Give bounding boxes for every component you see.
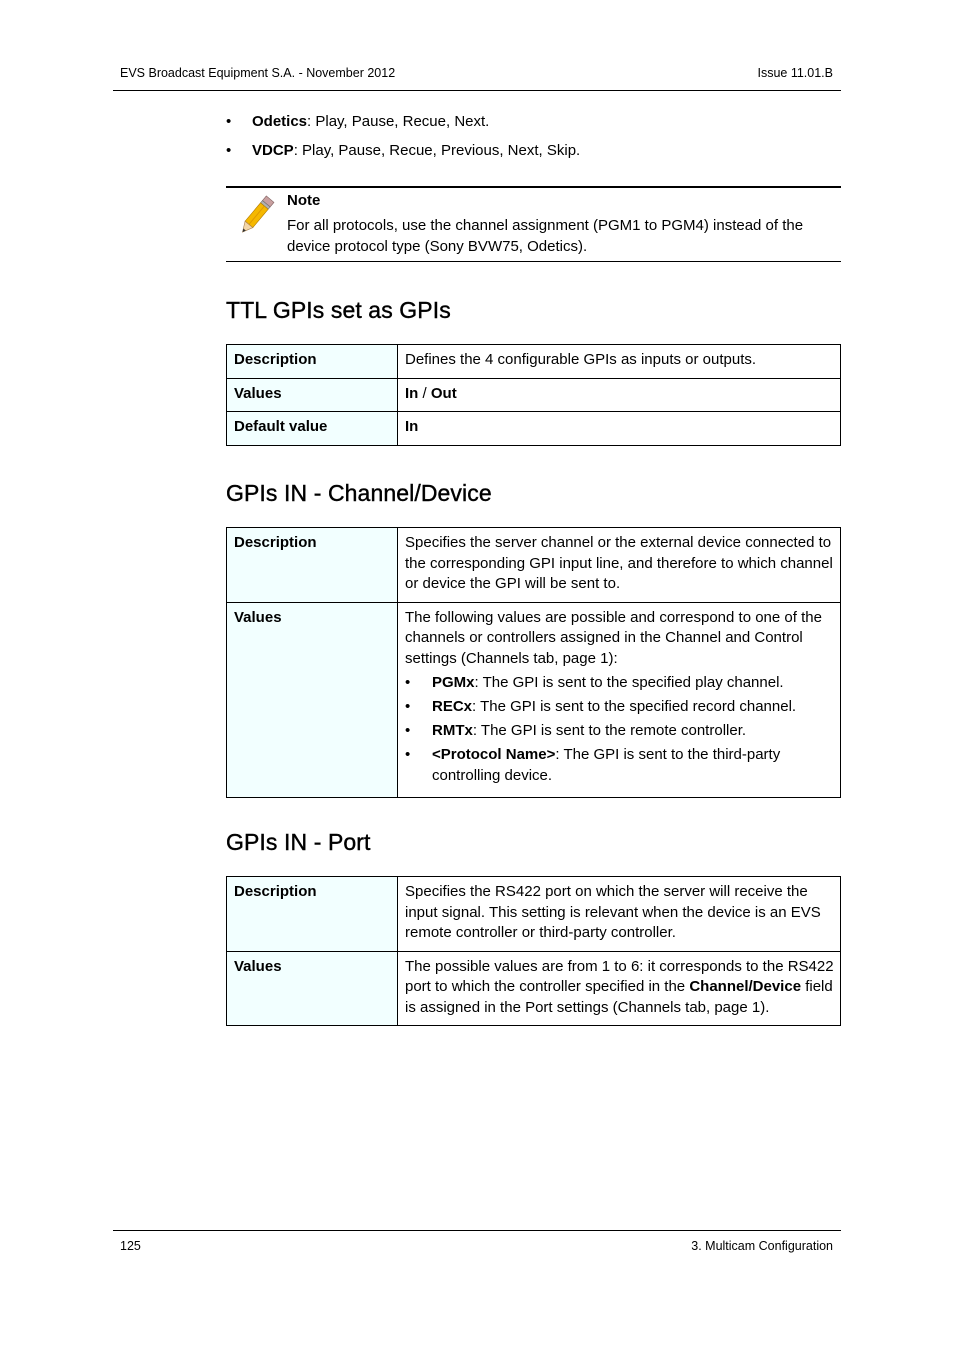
row-label: Values: [227, 951, 398, 1026]
table-row: [227, 345, 841, 379]
list-item: [405, 673, 834, 694]
pencil-icon: [232, 192, 280, 240]
value-text: field is assigned in the Port settings (Channels tab, page 1).: [405, 978, 833, 1016]
list-item-term: VDCP: [252, 142, 294, 159]
table-row: [227, 951, 841, 1026]
list-item: [405, 721, 834, 742]
row-label: Values: [227, 602, 398, 797]
row-label: Default value: [227, 412, 398, 446]
list-item-text: : The GPI is sent to the third-party controlling device.: [432, 746, 781, 784]
section-heading-ttl: TTL GPIs set as GPIs: [226, 297, 451, 323]
list-item: [226, 141, 846, 170]
list-item: [226, 112, 846, 141]
list-item-term: PGMx: [432, 674, 475, 691]
bullet-dot: •: [405, 698, 411, 715]
list-item-text: : The GPI is sent to the specified record channel.: [472, 698, 797, 715]
list-item-text: : Play, Pause, Recue, Next.: [307, 113, 490, 130]
port-table: [226, 876, 841, 1026]
row-value: In: [398, 412, 841, 446]
ttl-gpi-table: [226, 344, 841, 446]
row-label: Values: [227, 378, 398, 412]
bullet-dot: •: [405, 674, 411, 691]
list-item: [405, 745, 834, 786]
note-text: For all protocols, use the channel assignment (PGM1 to PGM4) instead of the device protocol type (Sony BVW75, Odetics).: [287, 217, 804, 255]
list-item-term: RMTx: [432, 722, 473, 739]
page-header: [113, 64, 841, 91]
header-publisher: EVS Broadcast Equipment S.A. - November 2012: [120, 66, 396, 80]
page-footer: [113, 1230, 841, 1255]
list-item-term: Odetics: [252, 113, 308, 130]
table-row: [227, 528, 841, 603]
value-separator: /: [418, 384, 431, 402]
note-title: Note: [287, 192, 321, 209]
note-box: [226, 186, 841, 262]
page-number: 125: [120, 1239, 141, 1253]
row-label: Description: [227, 345, 398, 379]
value-out: Out: [430, 384, 457, 402]
bullet-dot: •: [226, 113, 232, 130]
row-value: Defines the 4 configurable GPIs as inputs or outputs.: [398, 345, 841, 379]
list-item-text: : Play, Pause, Recue, Previous, Next, Skip.: [293, 142, 581, 159]
list-item: [405, 697, 834, 718]
row-value: Specifies the RS422 port on which the server will receive the input signal. This setting is relevant when the device is an EVS remote controller or third-party controller.: [398, 877, 841, 952]
channel-device-table: [226, 527, 841, 798]
bullet-dot: •: [405, 746, 411, 763]
protocol-bullet-list: [226, 112, 846, 170]
row-value: [398, 602, 841, 797]
row-value: Specifies the server channel or the external device connected to the corresponding GPI input line, and therefore to which channel or device the GPI will be sent to.: [398, 528, 841, 603]
values-list: [405, 673, 834, 786]
values-intro: The following values are possible and correspond to one of the channels or controllers assigned in the Channel and Control settings (Channels tab, page 1):: [405, 608, 822, 667]
section-heading-channel-device: GPIs IN - Channel/Device: [226, 480, 492, 506]
list-item-text: : The GPI is sent to the remote controller.: [472, 722, 747, 739]
value-field-name: Channel/Device: [689, 978, 802, 995]
chapter-title: 3. Multicam Configuration: [691, 1239, 833, 1253]
list-item-term: <Protocol Name>: [432, 746, 556, 763]
value-text: The possible values are from 1 to 6: it corresponds to the RS422 port to which the controller specified in the: [405, 957, 834, 995]
header-issue: Issue 11.01.B: [757, 66, 833, 80]
row-value: [398, 378, 841, 412]
list-item-term: RECx: [432, 698, 473, 715]
bullet-dot: •: [226, 142, 232, 159]
value-in: In: [405, 384, 419, 402]
row-label: Description: [227, 528, 398, 603]
row-label: Description: [227, 877, 398, 952]
table-row: [227, 877, 841, 952]
table-row: [227, 378, 841, 412]
table-row: [227, 412, 841, 446]
bullet-dot: •: [405, 722, 411, 739]
section-heading-port: GPIs IN - Port: [226, 829, 371, 855]
list-item-text: : The GPI is sent to the specified play channel.: [474, 674, 784, 691]
row-value: [398, 951, 841, 1026]
table-row: [227, 602, 841, 797]
